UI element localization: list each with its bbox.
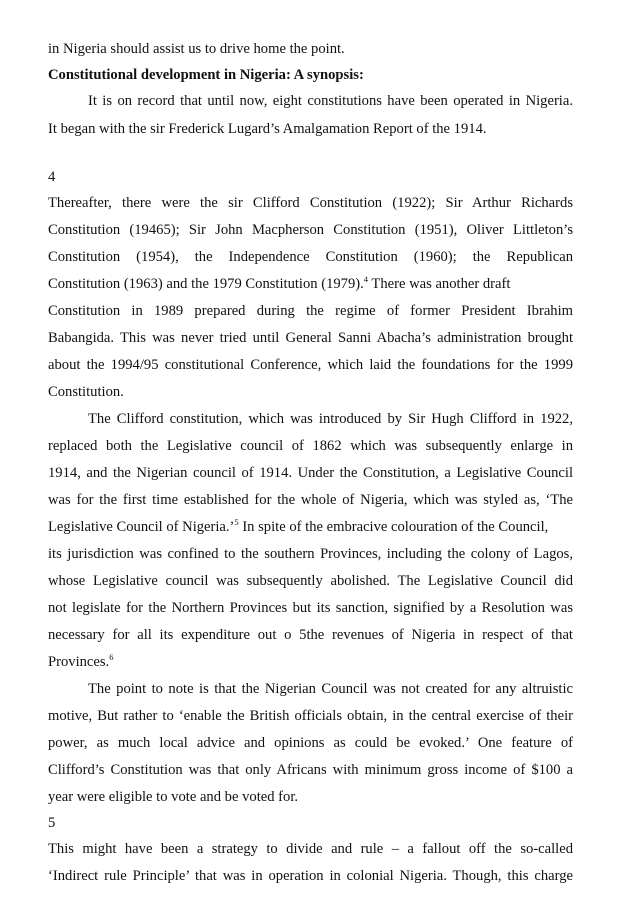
text-line: about the 1994/95 constitutional Conference, which laid the foundations for the 1999 <box>48 357 573 373</box>
text-line: The Clifford constitution, which was introduced by Sir Hugh Clifford in 1922, <box>88 411 573 427</box>
text-line: It is on record that until now, eight constitutions have been operated in Nigeria. <box>88 93 573 109</box>
text-line: It began with the sir Frederick Lugard’s Amalgamation Report of the 1914. <box>48 121 487 137</box>
text-line: Constitution (1963) and the 1979 Constitution (1979).$^4$ There was another draft <box>48 274 511 292</box>
text-line: its jurisdiction was confined to the southern Provinces, including the colony of Lagos, <box>48 546 573 562</box>
text-line: not legislate for the Northern Provinces but its sanction, signified by a Resolution was <box>48 600 573 616</box>
text-line: Thereafter, there were the sir Clifford Constitution (1922); Sir Arthur Richards <box>48 195 573 211</box>
text-line: The point to note is that the Nigerian Council was not created for any altruistic <box>88 681 573 697</box>
page-number: 5 <box>48 815 56 831</box>
text-line: This might have been a strategy to divide and rule – a fallout off the so-called <box>48 841 573 857</box>
text-line: 1914, and the Nigerian council of 1914. Under the Constitution, a Legislative Council <box>48 465 573 481</box>
text-line: Clifford’s Constitution was that only Africans with minimum gross income of $100 a <box>48 762 573 778</box>
text-line: power, as much local advice and opinions as could be evoked.’ One feature of <box>48 735 573 751</box>
text-line: Legislative Council of Nigeria.’$^5$ In spite of the embracive colouration of the Council, <box>48 517 549 535</box>
text-line: necessary for all its expenditure out o 5the revenues of Nigeria in respect of that <box>48 627 573 643</box>
text-line: in Nigeria should assist us to drive home the point. <box>48 41 345 57</box>
page-number: 4 <box>48 169 56 185</box>
text-line: Provinces.$^6$ <box>48 652 114 670</box>
footnote-ref: 4 <box>363 274 369 284</box>
footnote-ref: 6 <box>109 652 114 662</box>
footnote-ref: 5 <box>234 517 239 527</box>
text-line: was for the first time established for the whole of Nigeria, which was styled as, ‘The <box>48 492 573 508</box>
text-line: year were eligible to vote and be voted for. <box>48 789 299 805</box>
section-heading: Constitutional development in Nigeria: A synopsis: <box>48 67 364 83</box>
text-line: Constitution (19465); Sir John Macpherson Constitution (1951), Oliver Littleton’s <box>48 222 573 238</box>
text-line: Constitution (1954), the Independence Constitution (1960); the Republican <box>48 249 573 265</box>
text-line: Constitution. <box>48 384 124 400</box>
text-line: whose Legislative council was subsequently abolished. The Legislative Council did <box>48 573 573 589</box>
text-line: Babangida. This was never tried until General Sanni Abacha’s administration brought <box>48 330 573 346</box>
text-line: replaced both the Legislative council of 1862 which was subsequently enlarge in <box>48 438 573 454</box>
text-line: Constitution in 1989 prepared during the regime of former President Ibrahim <box>48 303 573 319</box>
text-line: motive, But rather to ‘enable the British officials obtain, in the central exercise of their <box>48 708 573 724</box>
text-line: ‘Indirect rule Principle’ that was in operation in colonial Nigeria. Though, this charge <box>48 868 573 884</box>
